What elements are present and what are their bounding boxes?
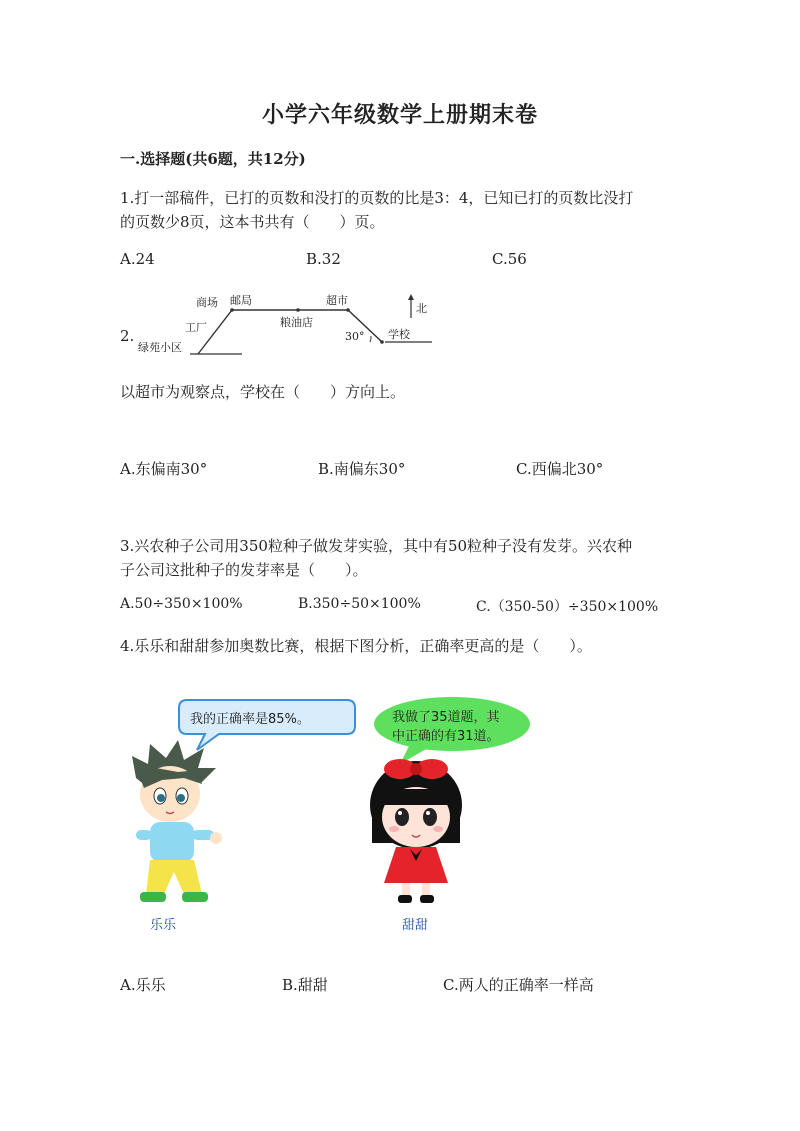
label-angle: 30° [345,330,365,343]
question-1-line-2: 的页数少8页，这本书共有（ ）页。 [120,213,385,231]
label-lvyuan: 绿苑小区 [138,341,182,354]
question-1-line-1: 1.打一部稿件，已打的页数和没打的页数的比是3：4，已知已打的页数比没打 [120,189,634,207]
q4-option-c: C.两人的正确率一样高 [443,976,594,994]
question-3-line-1: 3.兴农种子公司用350粒种子做发芽实验，其中有50粒种子没有发芽。兴农种 [120,537,633,555]
q2-option-b: B.南偏东30° [318,460,406,478]
section-heading: 一.选择题(共6题，共12分) [120,150,306,168]
boy-bubble-text: 我的正确率是85%。 [190,712,310,727]
label-gongchang: 工厂 [185,321,207,334]
map-diagram [130,288,440,360]
question-2-number: 2. [120,327,135,345]
label-liangyoudian: 粮油店 [280,316,313,329]
q1-option-c: C.56 [492,250,527,268]
q4-option-b: B.甜甜 [282,976,328,994]
q3-option-b: B.350÷50×100% [298,596,421,612]
girl-name-label: 甜甜 [402,918,429,933]
girl-illustration [360,755,472,905]
girl-bubble-line-2: 中正确的有31道。 [392,729,500,744]
label-xuexiao: 学校 [388,328,410,341]
boy-illustration [126,738,226,906]
q4-option-a: A.乐乐 [120,976,166,994]
q2-option-c: C.西偏北30° [516,460,604,478]
label-shangchang: 商场 [196,296,218,309]
girl-bubble-line-1: 我做了35道题，其 [392,710,500,725]
label-youju: 邮局 [230,294,252,307]
page-title: 小学六年级数学上册期末卷 [261,102,538,128]
question-4-text: 4.乐乐和甜甜参加奥数比赛，根据下图分析，正确率更高的是（ ）。 [120,637,592,655]
q3-option-c: C.（350-50）÷350×100% [476,599,659,615]
q2-option-a: A.东偏南30° [120,460,208,478]
question-2-text: 以超市为观察点，学校在（ ）方向上。 [120,383,406,401]
label-north: 北 [416,302,427,315]
label-chaoshi: 超市 [326,294,348,307]
question-3-line-2: 子公司这批种子的发芽率是（ ）。 [120,561,368,579]
q1-option-b: B.32 [306,250,341,268]
q1-option-a: A.24 [120,250,155,268]
boy-name-label: 乐乐 [150,918,177,933]
q3-option-a: A.50÷350×100% [120,596,243,612]
